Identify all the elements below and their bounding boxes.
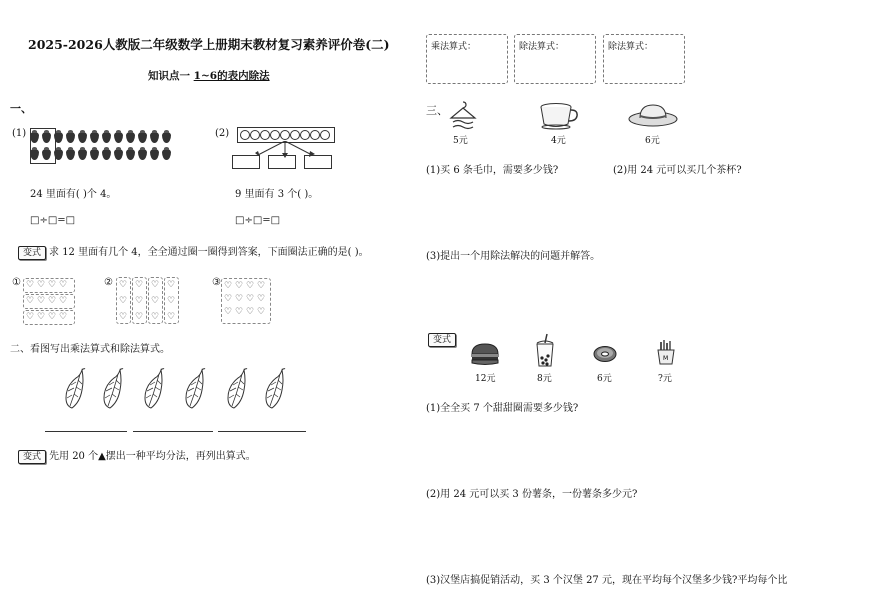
knowledge-point-topic: 1~6的表内除法 — [193, 70, 270, 82]
variant-text: 求 12 里面有几个 4，全全通过圈一圈得到答案，下面圈法正确的是( )。 — [49, 247, 369, 258]
q1-text: 24 里面有( )个 4。 — [30, 189, 117, 200]
heart: ♡ — [151, 296, 160, 306]
variant2-q2: (2)用 24 元可以买 3 份薯条，一份薯条多少元? — [426, 489, 638, 500]
circle — [250, 130, 260, 140]
section1-variant — [18, 243, 369, 260]
variant-badge: 变式 — [18, 246, 46, 260]
heart: ♡ — [119, 312, 128, 322]
heart: ♡ — [48, 280, 57, 290]
strawberry — [90, 132, 99, 143]
group-outline — [221, 278, 271, 324]
heart: ♡ — [235, 281, 244, 291]
heart: ♡ — [37, 296, 46, 306]
section2-variant — [18, 447, 256, 464]
section3-heading: 三、 — [426, 104, 448, 117]
heart: ♡ — [48, 296, 57, 306]
strawberry — [90, 149, 99, 160]
leaf-icon — [224, 368, 250, 410]
section2-heading: 二、看图写出乘法算式和除法算式。 — [10, 344, 170, 355]
heart: ♡ — [235, 307, 244, 317]
heart: ♡ — [26, 280, 35, 290]
heart: ♡ — [224, 307, 233, 317]
strawberry — [114, 149, 123, 160]
group-outline — [116, 277, 131, 324]
section3-q2: (2)用 24 元可以买几个茶杯? — [613, 165, 742, 176]
heart: ♡ — [26, 296, 35, 306]
page-title: 2025-2026人教版二年级数学上册期末教材复习素养评价卷(二) — [28, 37, 390, 52]
strawberry — [126, 149, 135, 160]
heart: ♡ — [59, 280, 68, 290]
heart: ♡ — [167, 296, 176, 306]
group-outline — [148, 277, 163, 324]
heart: ♡ — [246, 307, 255, 317]
heart: ♡ — [37, 280, 46, 290]
circle — [270, 130, 280, 140]
division-box-2[interactable] — [603, 34, 685, 84]
heart: ♡ — [119, 296, 128, 306]
strawberry — [102, 132, 111, 143]
division-box-1-label: 除法算式： — [519, 42, 565, 52]
heart: ♡ — [167, 312, 176, 322]
circle — [320, 130, 330, 140]
answer-box-3[interactable] — [304, 155, 332, 169]
leaf-icon — [182, 368, 208, 410]
group-outline — [23, 294, 75, 309]
answer-box-2[interactable] — [268, 155, 296, 169]
circle — [240, 130, 250, 140]
burger-price: 12元 — [475, 374, 496, 384]
division-box-2-label: 除法算式： — [608, 42, 654, 52]
circle — [260, 130, 270, 140]
q2-number: (2) — [215, 128, 230, 139]
group-outline — [23, 310, 75, 325]
variant-text-2: 先用 20 个▲摆出一种平均分法，再列出算式。 — [49, 451, 256, 462]
knowledge-point — [148, 68, 270, 83]
knowledge-point-label: 知识点一 — [148, 70, 190, 82]
answer-line-3[interactable] — [218, 431, 306, 432]
strawberry — [150, 149, 159, 160]
option-1-label: ① — [12, 277, 21, 288]
group-outline — [23, 278, 75, 293]
heart: ♡ — [224, 281, 233, 291]
heart: ♡ — [257, 294, 266, 304]
strawberry — [138, 149, 147, 160]
circle — [290, 130, 300, 140]
heart: ♡ — [235, 294, 244, 304]
strawberry — [126, 132, 135, 143]
variant2-badge: 变式 — [428, 333, 456, 347]
heart: ♡ — [59, 312, 68, 322]
heart: ♡ — [246, 294, 255, 304]
variant-badge-2: 变式 — [18, 450, 46, 464]
strawberry — [162, 132, 171, 143]
towel-price: 5元 — [453, 136, 468, 146]
heart: ♡ — [151, 312, 160, 322]
heart: ♡ — [37, 312, 46, 322]
option-2-label: ② — [104, 277, 113, 288]
group-outline — [132, 277, 147, 324]
leaf-icon — [141, 368, 167, 410]
fries-price: ?元 — [658, 374, 672, 384]
multiplication-box[interactable] — [426, 34, 508, 84]
heart: ♡ — [246, 281, 255, 291]
q2-formula: □÷□=□ — [235, 215, 281, 226]
heart: ♡ — [135, 280, 144, 290]
svg-text:M: M — [663, 355, 669, 362]
heart: ♡ — [48, 312, 57, 322]
heart: ♡ — [119, 280, 128, 290]
section1-heading: 一、 — [10, 102, 32, 115]
heart: ♡ — [135, 312, 144, 322]
heart: ♡ — [151, 280, 160, 290]
option-3-label: ③ — [212, 277, 221, 288]
answer-line-2[interactable] — [133, 431, 213, 432]
multiplication-box-label: 乘法算式： — [431, 42, 477, 52]
strawberry — [66, 132, 75, 143]
heart: ♡ — [224, 294, 233, 304]
division-box-1[interactable] — [514, 34, 596, 84]
strawberry — [162, 149, 171, 160]
heart: ♡ — [59, 296, 68, 306]
heart: ♡ — [167, 280, 176, 290]
strawberry — [66, 149, 75, 160]
leaf-icon — [262, 368, 288, 410]
variant2-q1: (1)全全买 7 个甜甜圈需要多少钱? — [426, 403, 579, 414]
donut-price: 6元 — [597, 374, 612, 384]
circle — [300, 130, 310, 140]
drink-price: 8元 — [537, 374, 552, 384]
heart: ♡ — [257, 307, 266, 317]
strawberry — [138, 132, 147, 143]
variant2-q3: (3)汉堡店搞促销活动，买 3 个汉堡 27 元，现在平均每个汉堡多少钱?平均每个比 — [426, 575, 788, 586]
circle — [280, 130, 290, 140]
leaf-icon — [62, 368, 88, 410]
leaf-icon — [100, 368, 126, 410]
strawberry — [150, 132, 159, 143]
answer-box-1[interactable] — [232, 155, 260, 169]
strawberry — [78, 149, 87, 160]
answer-line-1[interactable] — [45, 431, 127, 432]
cup-price: 4元 — [551, 136, 566, 146]
heart: ♡ — [257, 281, 266, 291]
q1-number: (1) — [12, 128, 27, 139]
hat-price: 6元 — [645, 136, 660, 146]
section3-q3: (3)提出一个用除法解决的问题并解答。 — [426, 251, 601, 262]
variant2-badge-wrap — [428, 333, 459, 347]
section3-q1: (1)买 6 条毛巾，需要多少钱? — [426, 165, 559, 176]
strawberry — [102, 149, 111, 160]
grouping-box — [30, 128, 56, 164]
strawberry — [114, 132, 123, 143]
q2-text: 9 里面有 3 个( )。 — [235, 189, 319, 200]
strawberry — [78, 132, 87, 143]
heart: ♡ — [135, 296, 144, 306]
circle — [310, 130, 320, 140]
circle-row — [240, 130, 332, 140]
q1-formula: □÷□=□ — [30, 215, 76, 226]
heart: ♡ — [26, 312, 35, 322]
group-outline — [164, 277, 179, 324]
